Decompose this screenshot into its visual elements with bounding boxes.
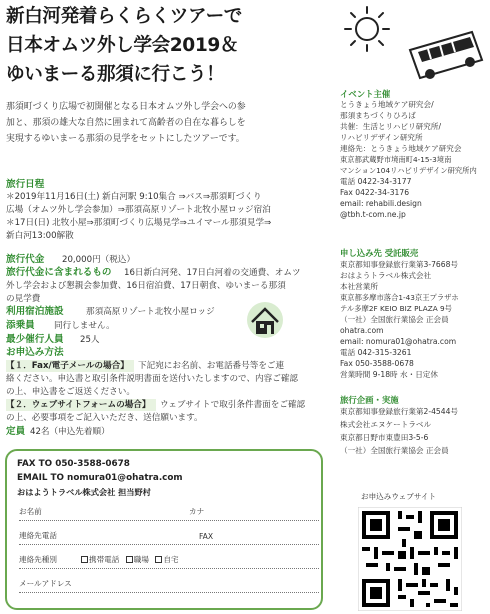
name-field[interactable] <box>19 499 319 521</box>
planning-heading: 旅行企画・実施 <box>340 395 399 405</box>
contact-type-label: 連絡先種別 <box>19 555 57 564</box>
sponsor-line: 共催：生活とリハビリ研究所/ <box>340 122 442 131</box>
form-fax: FAX TO 050-3588-0678 <box>17 459 130 469</box>
method2-title: 【２．ウェブサイトフォームの場合】 <box>6 400 151 410</box>
booking-heading: 申し込み先 受託販売 <box>340 248 419 258</box>
schedule-line: 新白河13:00解散 <box>6 231 74 241</box>
planning-line: 東京都日野市東豊田3-5-6 <box>340 433 429 442</box>
phone-label: 連絡先電話 <box>19 531 57 540</box>
intro-text <box>6 99 311 148</box>
price-value: 20,000円（税込） <box>62 255 136 265</box>
contact-type-field <box>19 547 319 569</box>
method2-line: の上、必要事項をご記入いただき、送信願います。 <box>6 413 203 423</box>
booking-line: ohatra.com <box>340 326 384 335</box>
qr-code[interactable] <box>358 507 462 611</box>
email-field[interactable] <box>19 571 319 593</box>
method2-line: ウェブサイトで取引条件書面をご確認 <box>160 400 306 410</box>
schedule-line: 広場（オムツ外し学会参加）⇒那須高原リゾート北牧小屋ロッジ宿泊 <box>6 205 271 215</box>
price-heading: 旅行代金 <box>6 254 45 265</box>
booking-line: （一社）全国旅行業協会 正会員 <box>340 315 449 324</box>
phone-field[interactable] <box>19 523 319 545</box>
lodging-label: 利用宿泊施設 <box>6 306 64 317</box>
kana-label: カナ <box>189 507 205 516</box>
method1-line: 絡ください。申込書と取引条件説明書面を送付いたしますので、内容ご確認 <box>6 374 299 384</box>
form-email: EMAIL TO nomura01@ohatra.com <box>17 473 183 483</box>
included-line: の見学費 <box>6 294 41 304</box>
sponsor-line: マンション104リハビリデザイン研究所内 <box>340 166 477 175</box>
booking-line: 電話 042-315-3261 <box>340 348 412 357</box>
lodging-value: 那須高原リゾート北牧小屋ロッジ <box>86 307 215 317</box>
title-line-2: 日本オムツ外し学会2019＆ <box>6 35 239 56</box>
name-label: お名前 <box>19 507 42 516</box>
sponsor-line: Fax 0422-34-3176 <box>340 188 410 197</box>
checkbox-work[interactable] <box>126 556 133 563</box>
bus-icon <box>410 32 482 79</box>
capacity-label: 定員 <box>6 426 26 437</box>
min-people-label: 最少催行人員 <box>6 334 64 345</box>
capacity-value: 42名（申込先着順） <box>30 427 110 437</box>
sponsor-line: @tbh.t-com.ne.jp <box>340 210 406 219</box>
booking-line: テル多摩2F KEIO BIZ PLAZA 9号 <box>340 304 452 313</box>
sponsor-heading: イベント主催 <box>340 89 391 99</box>
qr-label: お申込みウェブサイト <box>361 492 437 501</box>
booking-line: 本社営業所 <box>340 282 378 291</box>
sponsor-line: 那須まちづくりひろば <box>340 111 416 120</box>
sun-icon <box>345 7 389 51</box>
included-label: 旅行代金に含まれるもの <box>6 267 112 278</box>
opt-home-label: 自宅 <box>163 555 179 564</box>
intro-line: 那須町づくり広場で初開催となる日本オムツ外し学会への参 <box>6 102 246 112</box>
booking-line: 東京都知事登録旅行業第3-7668号 <box>340 260 459 269</box>
planning-line: 東京都知事登録旅行業第2-4544号 <box>340 407 459 416</box>
sponsor-line: 東京都武蔵野市境南町4-15-3境南 <box>340 155 452 164</box>
included-line: 外し学会および懇親会参加費、16日宿泊費、17日朝食、ゆいまーる那須 <box>6 281 286 291</box>
contact-type-options <box>77 554 179 565</box>
application-form <box>5 449 323 610</box>
method1-title: 【１．Fax/電子メールの場合】 <box>6 361 129 371</box>
sponsor-line: email: rehabili.design <box>340 199 422 208</box>
schedule-heading: 旅行日程 <box>6 179 45 190</box>
mail-label: メールアドレス <box>19 579 72 588</box>
title-line-3: ゆいまーる那須に行こう！ <box>6 64 225 85</box>
booking-line: おはようトラベル株式会社 <box>340 271 432 280</box>
method1-line: 下記宛にお名前、お電話番号等をご連 <box>138 361 285 371</box>
title-line-1: 新白河発着らくらくツアーで <box>6 6 242 27</box>
booking-line: email: nomura01@ohatra.com <box>340 337 457 346</box>
form-company: おはようトラベル株式会社 担当野村 <box>17 487 151 497</box>
house-icon <box>245 300 285 340</box>
sun-bus-illustration <box>332 2 490 82</box>
guide-value: 同行しません。 <box>54 321 115 331</box>
intro-line: 実現するゆいまーる那須の見学をセットにしたツアーです。 <box>6 134 245 145</box>
guide-label: 添乗員 <box>6 320 35 331</box>
fax-label: FAX <box>199 532 214 541</box>
checkbox-home[interactable] <box>155 556 162 563</box>
schedule-line: ＊17日(日) 北牧小屋⇒那須町づくり広場見学⇒ユイマール那須見学⇒ <box>6 218 272 228</box>
planning-line: （一社）全国旅行業協会 正会員 <box>340 446 449 455</box>
planning-line: 株式会社エヌケートラベル <box>340 420 432 429</box>
intro-line: 加と、那須の雄大な自然に囲まれて高齢者の自在な暮らしを <box>6 118 246 129</box>
included-line: 16日新白河発、17日白河着の交通費、オムツ <box>124 268 301 278</box>
apply-heading: お申込み方法 <box>6 347 64 358</box>
booking-line: Fax 050-3588-0678 <box>340 359 414 368</box>
opt-mobile-label: 携帯電話 <box>89 555 120 564</box>
sponsor-line: 電話 0422-34-3177 <box>340 177 412 186</box>
sponsor-line: とうきょう地域ケア研究会/ <box>340 100 434 109</box>
sponsor-line: 連絡先：とうきょう地域ケア研究会 <box>340 144 462 153</box>
booking-line: 営業時間 9-18時 水・日定休 <box>340 370 438 379</box>
opt-work-label: 職場 <box>133 555 149 564</box>
method1-line: の上、申込書をご返送ください。 <box>6 387 135 397</box>
booking-line: 東京都多摩市落合1-43京王プラザホ <box>340 293 459 302</box>
checkbox-mobile[interactable] <box>81 556 88 563</box>
schedule-line: ＊2019年11月16日(土) 新白河駅 9:10集合 ⇒バス⇒那須町づくり <box>6 192 262 202</box>
sponsor-line: リハビリデザイン研究所 <box>340 133 423 142</box>
min-people-value: 25人 <box>80 335 100 345</box>
